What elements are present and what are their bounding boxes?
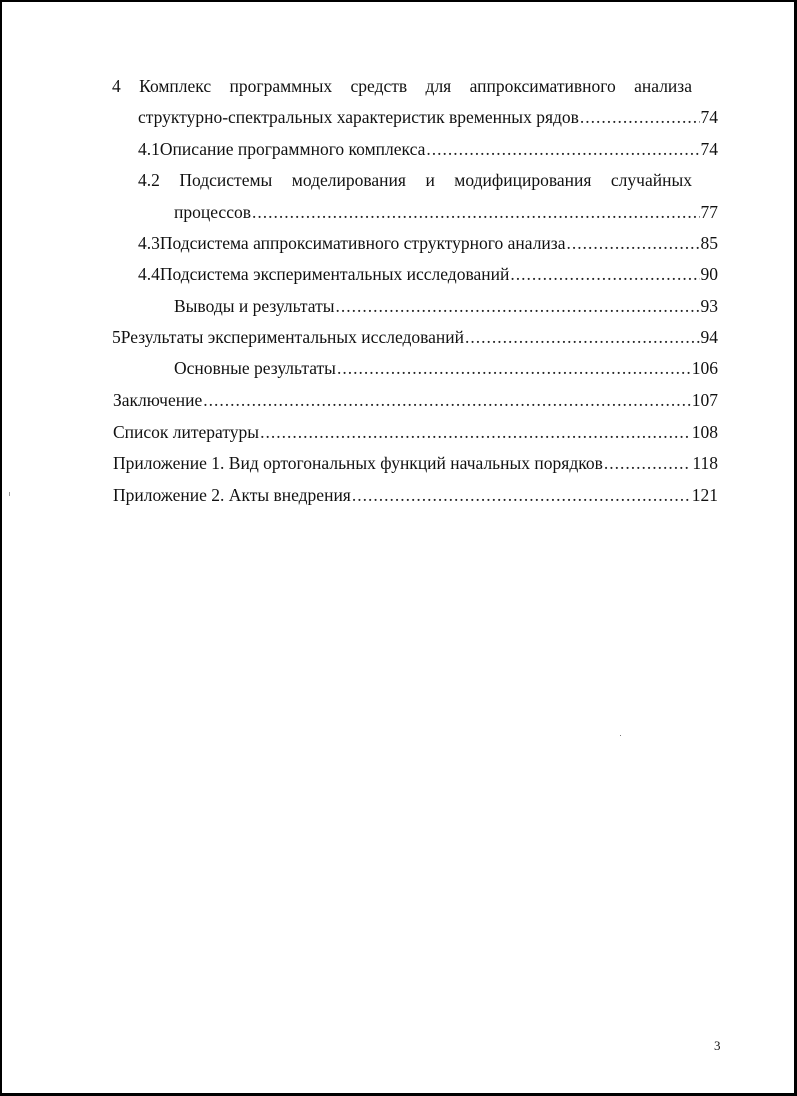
toc-chapter-4-line2 — [138, 109, 718, 131]
table-of-contents — [2, 2, 797, 522]
toc-chapter-5 — [112, 329, 718, 351]
scan-speck — [620, 735, 621, 736]
toc-leader-dots — [335, 298, 699, 316]
toc-page-number: 107 — [691, 390, 718, 410]
toc-leader-dots — [337, 360, 691, 378]
toc-page-number: 90 — [700, 264, 718, 284]
toc-chapter-4-number: 4 — [112, 76, 121, 96]
toc-entry-title: процессов — [174, 202, 251, 222]
toc-leader-dots — [252, 204, 700, 222]
toc-leader-dots — [203, 392, 691, 410]
toc-leader-dots — [580, 109, 700, 127]
toc-leader-dots — [352, 487, 691, 505]
toc-page-number: 121 — [691, 485, 718, 505]
scan-speck — [9, 492, 10, 496]
toc-word: Подсистемы — [179, 170, 273, 190]
toc-entry-title: Приложение 2. Акты внедрения — [113, 485, 351, 505]
toc-word: средств — [350, 76, 408, 96]
toc-word: анализа — [634, 76, 692, 96]
toc-word: Комплекс — [139, 76, 212, 96]
toc-entry-title: Основные результаты — [174, 358, 336, 378]
toc-section-number: 4.1 — [138, 139, 160, 159]
toc-chapter-number: 5 — [112, 327, 121, 347]
toc-leader-dots — [510, 266, 699, 284]
toc-appendix-1 — [113, 455, 718, 477]
toc-page-number: 94 — [700, 327, 718, 347]
toc-page-number: 118 — [692, 453, 718, 473]
toc-entry-title: Подсистема экспериментальных исследований — [159, 264, 510, 284]
toc-entry-title: Описание программного комплекса — [159, 139, 426, 159]
toc-leader-dots — [260, 424, 691, 442]
toc-section-4-1 — [138, 141, 718, 163]
toc-entry-title: Результаты экспериментальных исследований — [120, 327, 465, 347]
toc-page-number: 74 — [700, 107, 718, 127]
toc-entry-title: структурно-спектральных характеристик временных рядов — [138, 107, 579, 127]
toc-word: программных — [229, 76, 333, 96]
toc-page-number: 85 — [700, 233, 718, 253]
toc-references — [113, 424, 718, 446]
toc-word: и — [425, 170, 435, 190]
toc-page-number: 93 — [700, 296, 718, 316]
toc-word: аппроксимативного — [469, 76, 616, 96]
toc-page-number: 77 — [700, 202, 718, 222]
toc-leader-dots — [465, 329, 699, 347]
toc-word: моделирования — [291, 170, 406, 190]
toc-section-4-4 — [138, 266, 718, 288]
toc-page-number: 108 — [691, 422, 718, 442]
toc-chapter-5-main-results — [174, 360, 718, 382]
toc-appendix-2 — [113, 487, 718, 509]
toc-section-number: 4.3 — [138, 233, 160, 253]
toc-leader-dots — [566, 235, 699, 253]
toc-section-number: 4.4 — [138, 264, 160, 284]
toc-entry-title: Заключение — [113, 390, 203, 410]
toc-page-number: 74 — [700, 139, 718, 159]
toc-entry-title: Выводы и результаты — [174, 296, 335, 316]
toc-conclusion — [113, 392, 718, 414]
toc-leader-dots — [604, 455, 692, 473]
toc-chapter-4-line1 — [112, 78, 692, 100]
toc-entry-title: Приложение 1. Вид ортогональных функций начальных порядков — [113, 453, 603, 473]
toc-entry-title: Список литературы — [113, 422, 260, 442]
toc-section-number: 4.2 — [138, 170, 160, 190]
toc-page-number: 106 — [691, 358, 718, 378]
toc-word: случайных — [610, 170, 692, 190]
toc-word: модифицирования — [454, 170, 592, 190]
toc-chapter-4-conclusions — [174, 298, 718, 320]
toc-leader-dots — [426, 141, 699, 159]
toc-section-4-2-line2 — [174, 204, 718, 226]
page-number: 3 — [714, 1038, 721, 1053]
toc-section-4-3 — [138, 235, 718, 257]
toc-section-4-2-line1 — [138, 172, 692, 194]
toc-entry-title: Подсистема аппроксимативного структурного анализа — [159, 233, 566, 253]
toc-word: для — [425, 76, 452, 96]
